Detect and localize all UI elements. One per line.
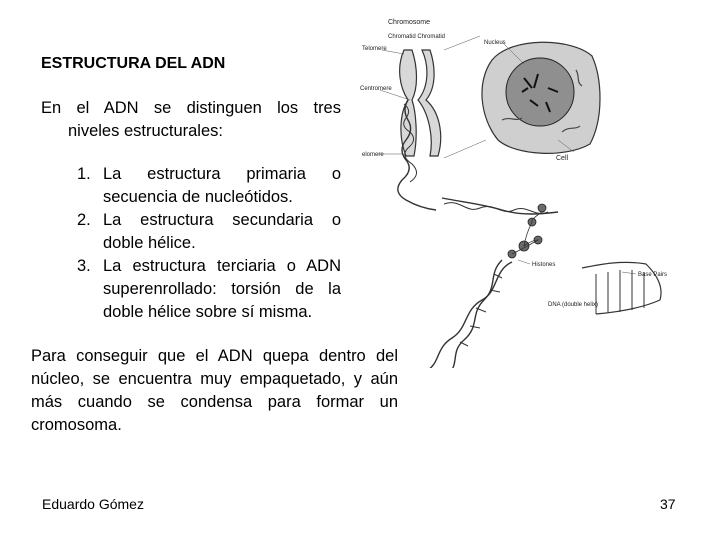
label-cell: Cell <box>556 155 569 162</box>
structure-levels-list <box>77 163 341 324</box>
label-nucleus: Nucleus <box>484 40 506 46</box>
dna-double-helix <box>428 260 512 368</box>
list-text: La estructura terciaria o ADN superenrollado: torsión de la doble hélice sobre sí misma. <box>103 257 341 321</box>
list-item <box>77 255 341 324</box>
chromosome-drawing <box>378 50 441 156</box>
list-number: 1. <box>77 165 91 183</box>
list-item <box>77 209 341 255</box>
label-dna: DNA (double helix) <box>548 302 599 308</box>
cell-drawing <box>482 42 600 153</box>
label-telomere-lower: elomere <box>362 152 384 158</box>
intro-line-1: En el ADN se distinguen los tres <box>41 99 341 117</box>
list-item <box>77 163 341 209</box>
label-chromosome: Chromosome <box>388 19 431 26</box>
packaging-paragraph: Para conseguir que el ADN quepa dentro del núcleo, se encuentra muy empaquetado, y aún más cuando se condensa para formar un cromosoma. <box>31 347 398 434</box>
label-histones: Histones <box>532 262 556 268</box>
label-base-pairs: Base Pairs <box>638 272 668 278</box>
intro-text <box>41 97 341 143</box>
label-chromatid: Chromatid Chromatid <box>388 34 446 40</box>
author-footer: Eduardo Gómez <box>42 496 144 512</box>
list-number: 3. <box>77 257 91 275</box>
list-text: La estructura primaria o secuencia de nucleótidos. <box>103 165 341 206</box>
page-number: 37 <box>660 496 676 512</box>
label-centromere: Centromere <box>360 86 392 92</box>
slide-title: ESTRUCTURA DEL ADN <box>41 55 226 72</box>
list-text: La estructura secundaria o doble hélice. <box>103 211 341 252</box>
dna-packaging-illustration <box>352 8 704 368</box>
intro-line-2: niveles estructurales: <box>68 122 223 140</box>
label-telomere: Telomere <box>362 46 387 52</box>
list-number: 2. <box>77 211 91 229</box>
